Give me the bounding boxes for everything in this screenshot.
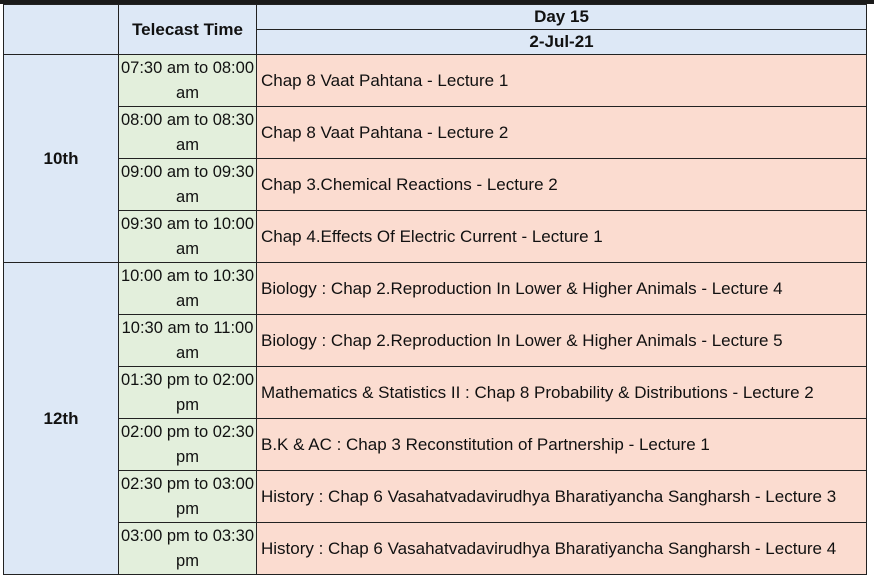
telecast-time-cell: 10:00 am to 10:30 am xyxy=(119,263,257,315)
lecture-topic-cell: Mathematics & Statistics II : Chap 8 Probability & Distributions - Lecture 2 xyxy=(257,367,867,419)
table-row xyxy=(4,523,867,575)
grade-label: 10th xyxy=(4,55,119,263)
header-row-day xyxy=(4,5,867,30)
telecast-time-cell: 02:30 pm to 03:00 pm xyxy=(119,471,257,523)
table-row xyxy=(4,159,867,211)
schedule-body xyxy=(4,5,867,575)
table-row xyxy=(4,471,867,523)
header-telecast-time: Telecast Time xyxy=(119,5,257,55)
lecture-topic-cell: History : Chap 6 Vasahatvadavirudhya Bharatiyancha Sangharsh - Lecture 4 xyxy=(257,523,867,575)
table-row xyxy=(4,211,867,263)
telecast-time-cell: 07:30 am to 08:00 am xyxy=(119,55,257,107)
table-row xyxy=(4,263,867,315)
lecture-topic-cell: Biology : Chap 2.Reproduction In Lower & Higher Animals - Lecture 5 xyxy=(257,315,867,367)
table-row xyxy=(4,367,867,419)
lecture-topic-cell: Chap 3.Chemical Reactions - Lecture 2 xyxy=(257,159,867,211)
telecast-time-cell: 10:30 am to 11:00 am xyxy=(119,315,257,367)
header-date: 2-Jul-21 xyxy=(257,30,867,55)
table-row xyxy=(4,419,867,471)
header-day: Day 15 xyxy=(257,5,867,30)
telecast-time-cell: 01:30 pm to 02:00 pm xyxy=(119,367,257,419)
table-row xyxy=(4,315,867,367)
lecture-topic-cell: History : Chap 6 Vasahatvadavirudhya Bharatiyancha Sangharsh - Lecture 3 xyxy=(257,471,867,523)
lecture-topic-cell: B.K & AC : Chap 3 Reconstitution of Partnership - Lecture 1 xyxy=(257,419,867,471)
lecture-topic-cell: Chap 4.Effects Of Electric Current - Lecture 1 xyxy=(257,211,867,263)
lecture-topic-cell: Biology : Chap 2.Reproduction In Lower & Higher Animals - Lecture 4 xyxy=(257,263,867,315)
lecture-topic-cell: Chap 8 Vaat Pahtana - Lecture 1 xyxy=(257,55,867,107)
telecast-time-cell: 08:00 am to 08:30 am xyxy=(119,107,257,159)
lecture-topic-cell: Chap 8 Vaat Pahtana - Lecture 2 xyxy=(257,107,867,159)
telecast-time-cell: 09:30 am to 10:00 am xyxy=(119,211,257,263)
telecast-time-cell: 02:00 pm to 02:30 pm xyxy=(119,419,257,471)
telecast-time-cell: 03:00 pm to 03:30 pm xyxy=(119,523,257,575)
table-row xyxy=(4,55,867,107)
grade-label: 12th xyxy=(4,263,119,575)
table-row xyxy=(4,107,867,159)
schedule-table xyxy=(3,4,867,575)
telecast-time-cell: 09:00 am to 09:30 am xyxy=(119,159,257,211)
header-corner-cell xyxy=(4,5,119,55)
